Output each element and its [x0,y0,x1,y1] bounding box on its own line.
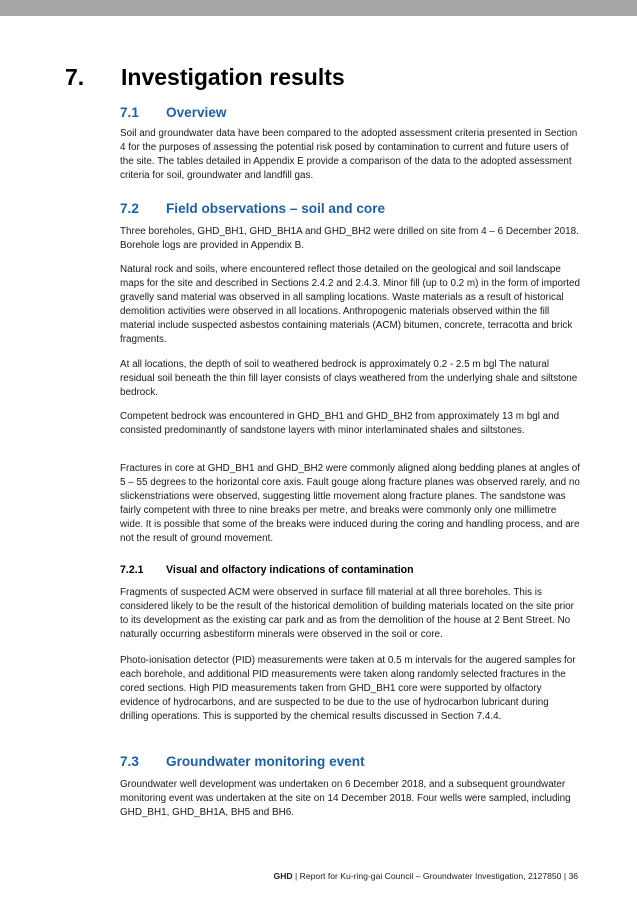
section-number: 7.1 [120,105,139,120]
page-footer [274,871,578,881]
chapter-title: Investigation results [121,64,345,90]
bedrock-paragraph: Competent bedrock was encountered in GHD_BH1 and GHD_BH2 from approximately 13 m bgl and consisted predominantly of sandstone layers with minor interlaminated shales and siltstones. [120,411,560,436]
acm-paragraph: Fragments of suspected ACM were observed in surface fill material at all three boreholes. This is considered likely to be the result of the historical demolition of building materials located on the site prior to its development as the existing car park and as from the demolition of the house at 2 Bent Street. No naturally occurring asbestiform minerals were observed in the soil or core. [120,587,574,640]
top-header-bar [0,0,637,16]
footer-brand: GHD [273,871,293,881]
chapter-number: 7. [65,64,85,90]
section-number: 7.2 [120,201,139,216]
section-number: 7.3 [120,754,139,769]
section-title: Groundwater monitoring event [166,754,365,769]
pid-paragraph: Photo-ionisation detector (PID) measurements were taken at 0.5 m intervals for the augered samples for each borehole, and additional PID measurements were taken along randomly selected fractures in the cored sections. High PID measurements taken from GHD_BH1 core were supported by olfactory evidence of hydrocarbons, and are suspected to be due to the use of hydrocarbon lubricant during drilling operations. This is supported by the chemical results discussed in Section 7.4.4. [120,655,576,722]
boreholes-paragraph: Three boreholes, GHD_BH1, GHD_BH1A and GHD_BH2 were drilled on site from 4 – 6 December 2018. Borehole logs are provided in Appendix B. [120,226,579,251]
groundwater-paragraph: Groundwater well development was undertaken on 6 December 2018, and a subsequent groundwater monitoring event was undertaken at the site on 14 December 2018. Four wells were sampled, including GHD_BH1, GHD_BH1A, BH5 and BH6. [120,779,571,818]
section-title: Visual and olfactory indications of contamination [166,564,414,576]
natural-rock-paragraph: Natural rock and soils, where encountered reflect those detailed on the geological and soil landscape maps for the site and described in Sections 2.4.2 and 2.4.3. Minor fill (up to 0.2 m) in the form of imported gravelly sand material was observed in all sampling locations. Waste materials as a result of historical demolition activities were observed in all locations. Anthropogenic materials observed within the fill material include suspected asbestos containing materials (ACM) bitumen, concrete, terracotta and brick fragments. [120,264,580,345]
section-title: Overview [166,105,227,120]
footer-text: | Report for Ku-ring-gai Council – Groundwater Investigation, 2127850 | 36 [292,871,578,881]
soil-depth-paragraph: At all locations, the depth of soil to weathered bedrock is approximately 0.2 - 2.5 m bgl The natural residual soil beneath the thin fill layer consists of clays weathered from the underlying shale and siltstone bedrock. [120,359,578,398]
section-7-3-heading [120,754,365,769]
section-title: Field observations – soil and core [166,201,386,216]
section-7-2-heading [120,201,385,216]
section-7-2-1-heading [120,564,414,576]
overview-paragraph: Soil and groundwater data have been compared to the adopted assessment criteria presented in Section 4 for the purposes of assessing the potential risk posed by contamination to current and future users of the site. The tables detailed in Appendix E provide a comparison of the data to the adopted assessment criteria for soil, groundwater and landfill gas. [120,128,578,181]
fractures-paragraph: Fractures in core at GHD_BH1 and GHD_BH2 were commonly aligned along bedding planes at angles of 5 – 55 degrees to the horizontal core axis. Fault gouge along fracture planes was observed rarely, and no slickenstriations were observed, suggesting little movement along fracture planes. The sandstone was fairly competent with three to nine breaks per metre, and breaks were commonly only one millimetre wide. It is possible that some of the breaks were induced during the coring and handling process, and are not the result of ground movement. [120,463,580,544]
section-number: 7.2.1 [120,564,144,576]
chapter-heading [65,64,345,91]
section-7-1-heading [120,105,226,120]
